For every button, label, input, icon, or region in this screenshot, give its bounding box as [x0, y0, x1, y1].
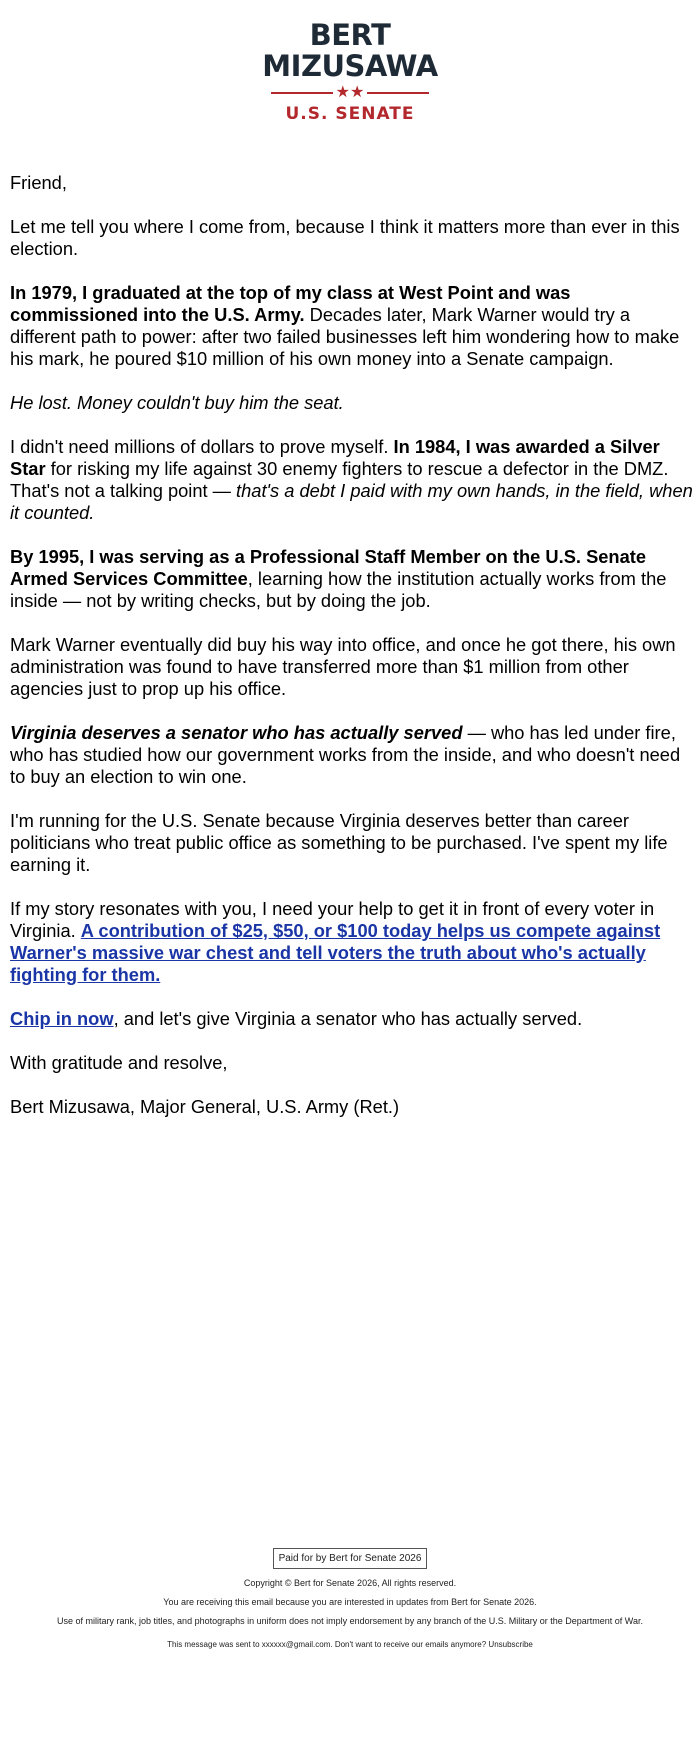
paragraph-ask: [10, 898, 694, 986]
silver-star-intro: I didn't need millions of dollars to prove myself.: [10, 436, 394, 457]
chip-in-text: , and let's give Virginia a senator who has actually served.: [113, 1008, 583, 1029]
logo-first-name: BERT: [309, 18, 391, 52]
logo-stars-row: [0, 84, 700, 102]
paragraph-senate-staff: [10, 546, 694, 612]
virginia-deserves-text: — who has led under fire, who has studied how our government works from the inside, and who doesn't need to buy an election to win one.: [10, 722, 681, 787]
logo-last-name: MIZUSAWA: [262, 49, 438, 83]
logo-office: U.S. SENATE: [285, 104, 415, 124]
paragraph-warner: Mark Warner eventually did buy his way into office, and once he got there, his own administration was found to have transferred more than $1 million from other agencies just to prop up his office.: [10, 634, 676, 699]
logo-right-rule: [367, 92, 429, 94]
paragraph-chip-in: [10, 1008, 694, 1030]
silver-star-emphasis: that's a debt I paid with my own hands, in the field, when it counted.: [10, 480, 693, 523]
email-footer: [0, 1548, 700, 1650]
contribution-link[interactable]: A contribution of $25, $50, or $100 today helps us compete against Warner's massive war chest and tell voters the truth about who's actually fighting for them.: [10, 920, 661, 985]
paragraph-running: I'm running for the U.S. Senate because Virginia deserves better than career politicians who treat public office as something to be purchased. I've spent my life earning it.: [10, 810, 668, 875]
closing: With gratitude and resolve,: [10, 1052, 228, 1073]
paid-for-disclaimer: Paid for by Bert for Senate 2026: [273, 1548, 428, 1569]
silver-star-text: for risking my life against 30 enemy fighters to rescue a defector in the DMZ. That's not a talking point —: [10, 458, 669, 501]
ask-text: If my story resonates with you, I need your help to get it in front of every voter in Virginia.: [10, 898, 655, 941]
senate-staff-highlight: By 1995, I was serving as a Professional Staff Member on the U.S. Senate Armed Services Committee: [10, 546, 647, 589]
logo-left-rule: [271, 92, 333, 94]
signature: Bert Mizusawa, Major General, U.S. Army (Ret.): [10, 1096, 400, 1117]
copyright-text: Copyright © Bert for Senate 2026, All rights reserved.: [243, 1578, 457, 1588]
paragraph-silver-star: [10, 436, 694, 524]
virginia-deserves-highlight: Virginia deserves a senator who has actually served: [10, 722, 463, 743]
unsubscribe-text[interactable]: This message was sent to xxxxxx@gmail.com. Don't want to receive our emails anymore? Unsubscribe: [167, 1640, 533, 1649]
he-lost-text: He lost. Money couldn't buy him the seat.: [10, 392, 344, 413]
receiving-reason-text: You are receiving this email because you are interested in updates from Bert for Senate 2026.: [163, 1597, 537, 1607]
letter-body: [10, 172, 694, 1140]
campaign-logo: [0, 20, 700, 124]
paragraph-he-lost: [10, 392, 694, 414]
paragraph-virginia-deserves: [10, 722, 694, 788]
paragraph-intro: Let me tell you where I come from, because I think it matters more than ever in this election.: [10, 216, 680, 259]
paragraph-west-point: [10, 282, 694, 370]
silver-star-highlight: In 1984, I was awarded a Silver Star: [10, 436, 660, 479]
greeting: Friend,: [10, 172, 67, 193]
logo-stars-icon: ★★: [335, 84, 365, 101]
senate-staff-text: , learning how the institution actually works from the inside — not by writing checks, but by doing the job.: [10, 568, 667, 611]
west-point-text: Decades later, Mark Warner would try a different path to power: after two failed businesses left him wondering how to make his mark, he poured $10 million of his own money into a Senate campaign.: [10, 304, 680, 369]
chip-in-link[interactable]: Chip in now: [10, 1008, 114, 1029]
west-point-highlight: In 1979, I graduated at the top of my class at West Point and was commissioned into the U.S. Army.: [10, 282, 571, 325]
military-disclaimer-text: Use of military rank, job titles, and photographs in uniform does not imply endorsement by any branch of the U.S. Military or the Department of War.: [57, 1616, 643, 1626]
